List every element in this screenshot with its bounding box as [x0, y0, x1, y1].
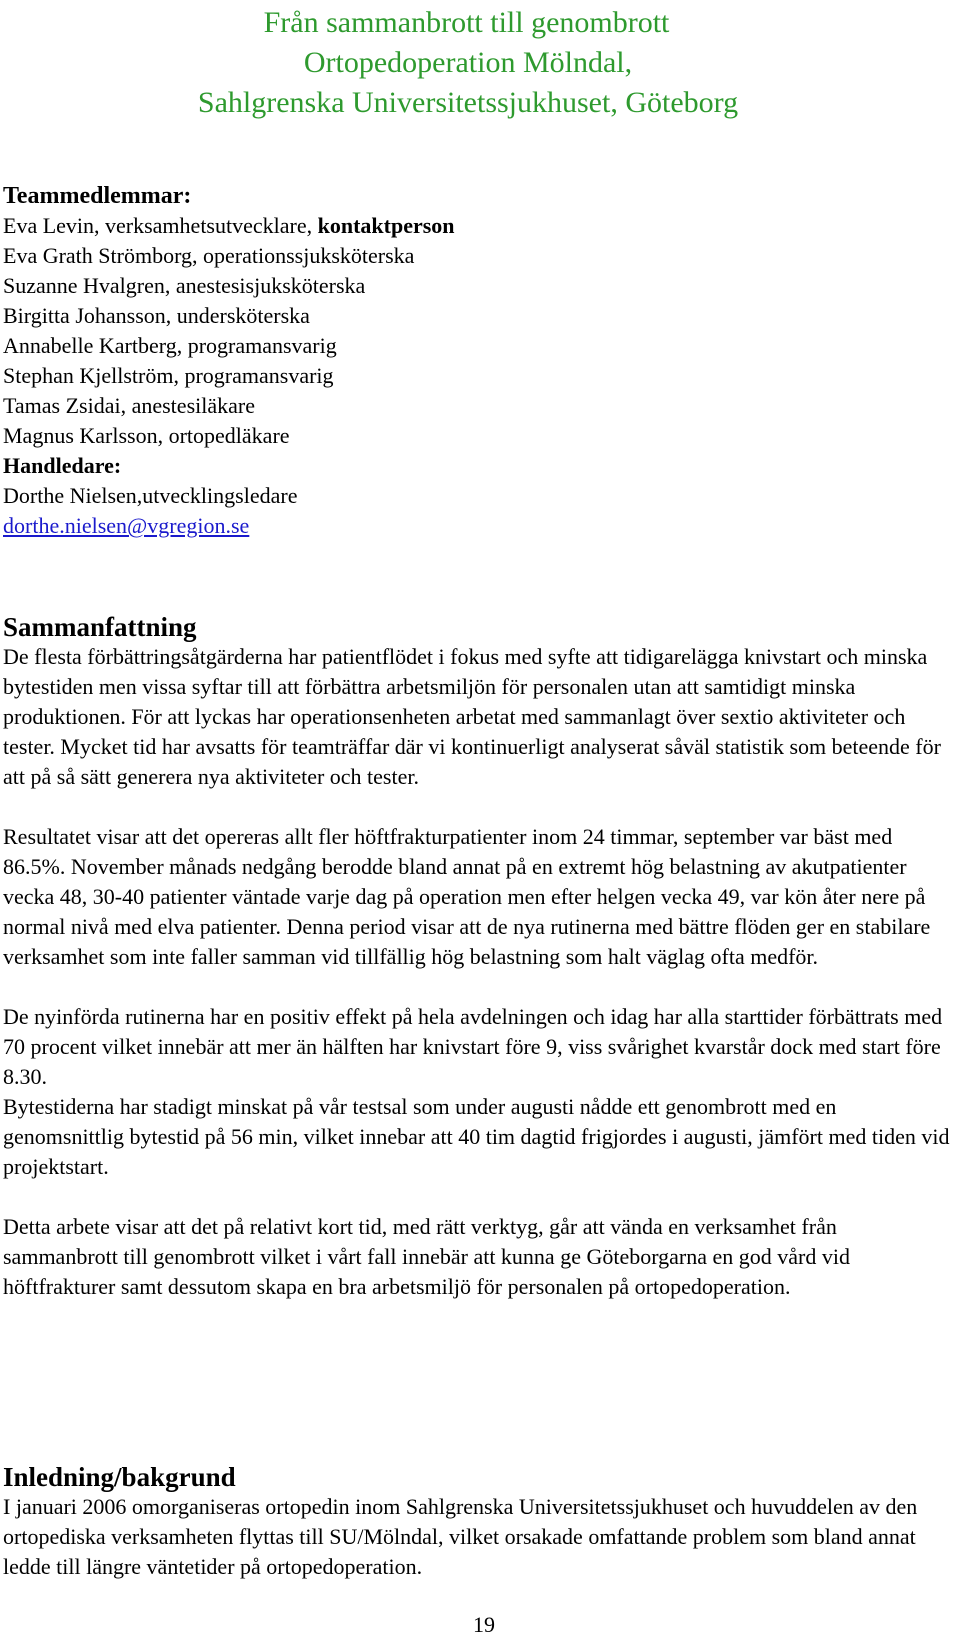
summary-heading: Sammanfattning [3, 612, 197, 642]
team-member: Eva Grath Strömborg, operationssjuksköterska [3, 243, 415, 268]
team-member: Magnus Karlsson, ortopedläkare [3, 423, 290, 448]
team-member: Tamas Zsidai, anestesiläkare [3, 393, 255, 418]
team-heading: Teammedlemmar: [3, 183, 192, 209]
team-member [3, 211, 943, 241]
title-line: Ortopedoperation Mölndal, [303, 46, 633, 79]
email-link[interactable]: dorthe.nielsen@vgregion.se [3, 513, 250, 538]
page-number: 19 [473, 1612, 495, 1637]
summary-paragraph: Resultatet visar att det opereras allt fler höftfrakturpatienter inom 24 timmar, september var bäst med 86.5%. November månads nedgång berodde bland annat på en extremt hög belastning av akutpatienter vecka 48, 30-40 patienter väntade varje dag på operation men efter helgen vecka 49, var kön åter nere på normal nivå med elva patienter. Denna period visar att de nya rutinerna med bättre flöden ger en stabilare verksamhet som inte faller samman vid tillfällig hög belastning som halt väglag ofta medför. [3, 824, 931, 969]
contact-person-label: kontaktperson [317, 213, 455, 238]
supervisor-name: Dorthe Nielsen,utvecklingsledare [3, 483, 298, 508]
title-line: Från sammanbrott till genombrott [263, 6, 670, 39]
summary-paragraph: De nyinförda rutinerna har en positiv effekt på hela avdelningen och idag har alla starttider förbättrats med 70 procent vilket innebär att mer än hälften har knivstart före 9, viss svårighet kvarstår dock med start före 8.30. [3, 1004, 943, 1089]
title-line: Sahlgrenska Universitetssjukhuset, Göteborg [197, 86, 739, 119]
document-title [0, 3, 960, 123]
team-member: Suzanne Hvalgren, anestesisjuksköterska [3, 273, 366, 298]
background-paragraph: I januari 2006 omorganiseras ortopedin inom Sahlgrenska Universitetssjukhuset och huvuddelen av den ortopediska verksamheten flyttas till SU/Mölndal, vilket orsakade omfattande problem som bland annat ledde till längre väntetider på ortopedoperation. [3, 1494, 918, 1579]
team-member: Birgitta Johansson, undersköterska [3, 303, 310, 328]
team-member-text: Eva Levin, verksamhetsutvecklare, [3, 213, 318, 238]
team-member: Annabelle Kartberg, programansvarig [3, 333, 337, 358]
background-section [3, 1462, 953, 1582]
summary-paragraph: Bytestiderna har stadigt minskat på vår testsal som under augusti nådde ett genombrott med en genomsnittlig bytestid på 56 min, vilket innebar att 40 tim dagtid frigjordes i augusti, jämfört med tiden vid projektstart. [3, 1094, 950, 1179]
team-section [3, 181, 943, 541]
summary-paragraph: De flesta förbättringsåtgärderna har patientflödet i fokus med syfte att tidigarelägga knivstart och minska bytestiden men vissa syftar till att förbättra arbetsmiljön för personalen utan att samtidigt minska produktionen. För att lyckas har operationsenheten arbetat med sammanlagt över sextio aktiviteter och tester. Mycket tid har avsatts för teamträffar där vi kontinuerligt analyserat såväl statistik som beteende för att på så sätt generera nya aktiviteter och tester. [3, 644, 941, 789]
background-heading: Inledning/bakgrund [3, 1462, 236, 1492]
summary-section [3, 612, 953, 1302]
team-member: Stephan Kjellström, programansvarig [3, 363, 334, 388]
summary-paragraph: Detta arbete visar att det på relativt kort tid, med rätt verktyg, går att vända en verksamhet från sammanbrott till genombrott vilket i vårt fall innebär att kunna ge Göteborgarna en god vård vid höftfrakturer samt dessutom skapa en bra arbetsmiljö för personalen på ortopedoperation. [3, 1214, 850, 1299]
supervisor-heading: Handledare: [3, 453, 122, 478]
